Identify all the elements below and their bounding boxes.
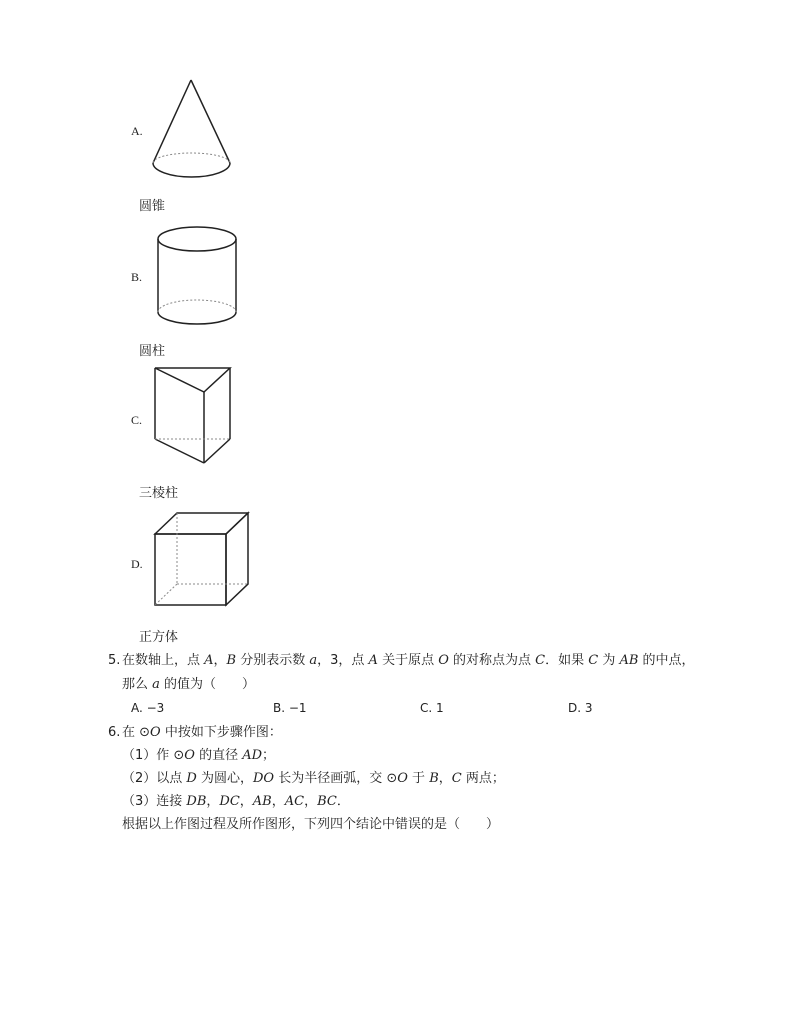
math-variable: O <box>150 725 161 740</box>
text-segment: ， <box>213 653 227 668</box>
option-c-caption: 三棱柱 <box>139 486 179 501</box>
text-segment: 在 ⊙ <box>122 725 151 740</box>
option-c-letter: C. <box>131 413 143 427</box>
text-segment: 长为半径画弧，交 ⊙ <box>274 771 398 786</box>
q5-choice-a: A. −3 <box>131 701 165 715</box>
text-segment: ； <box>262 748 276 763</box>
text-segment: 为 <box>598 653 620 668</box>
text-segment: ． <box>336 794 350 809</box>
math-variable: D <box>186 771 197 786</box>
math-variable: A <box>204 653 214 668</box>
text-segment: 在数轴上，点 <box>122 653 205 668</box>
text-segment: 两点； <box>461 771 505 786</box>
math-variable: C <box>588 653 599 668</box>
text-segment: 为圆心， <box>196 771 253 786</box>
math-variable: C <box>535 653 546 668</box>
math-variable: O <box>184 748 195 763</box>
q6-line1 <box>122 723 282 743</box>
q5-choice-d: D. 3 <box>568 701 593 715</box>
q5-number: 5. <box>108 653 121 668</box>
text-segment: 的中点， <box>638 653 695 668</box>
math-variable: AB <box>252 794 272 809</box>
q6-step1 <box>122 746 275 766</box>
cube-icon <box>153 511 251 609</box>
math-variable: DB <box>186 794 207 809</box>
option-d-caption: 正方体 <box>139 630 179 645</box>
math-variable: DO <box>252 771 275 786</box>
text-segment: 那么 <box>122 677 153 692</box>
text-segment: 关于原点 <box>377 653 439 668</box>
option-b-caption: 圆柱 <box>139 344 166 359</box>
q5-choice-c: C. 1 <box>420 701 444 715</box>
math-variable: AD <box>242 748 263 763</box>
math-variable: a <box>152 677 160 692</box>
math-variable: O <box>397 771 408 786</box>
option-b-letter: B. <box>131 270 143 284</box>
cone-icon <box>150 78 234 182</box>
text-segment: 的值为（ ） <box>159 677 256 692</box>
text-segment: 的对称点为点 <box>448 653 536 668</box>
text-segment: ， <box>438 771 452 786</box>
option-d-letter: D. <box>131 557 143 571</box>
text-segment: ，3，点 <box>317 653 369 668</box>
math-variable: O <box>438 653 449 668</box>
math-variable: BC <box>317 794 337 809</box>
text-segment: 于 <box>407 771 430 786</box>
text-segment: （1）作 ⊙ <box>122 748 185 763</box>
math-variable: AB <box>619 653 639 668</box>
text-segment: ， <box>271 794 285 809</box>
text-segment: ， <box>239 794 253 809</box>
text-segment: （2）以点 <box>122 771 187 786</box>
cylinder-icon <box>156 226 240 328</box>
math-variable: C <box>451 771 462 786</box>
q5-line1 <box>122 651 695 671</box>
text-segment: ．如果 <box>545 653 589 668</box>
math-variable: DC <box>219 794 240 809</box>
q5-choice-b: B. −1 <box>273 701 307 715</box>
text-segment: ， <box>206 794 220 809</box>
q6-step2 <box>122 769 505 789</box>
math-variable: a <box>309 653 318 668</box>
q6-step3 <box>122 792 350 812</box>
math-variable: AC <box>284 794 305 809</box>
option-a-letter: A. <box>131 124 143 138</box>
math-variable: B <box>429 771 439 786</box>
q5-line2 <box>122 675 255 695</box>
triangular-prism-icon <box>153 366 233 468</box>
text-segment: ， <box>304 794 318 809</box>
option-a-caption: 圆锥 <box>139 199 166 214</box>
math-variable: A <box>368 653 378 668</box>
text-segment: （3）连接 <box>122 794 187 809</box>
text-segment: 分别表示数 <box>236 653 310 668</box>
q6-number: 6. <box>108 725 121 740</box>
text-segment: 的直径 <box>194 748 243 763</box>
math-variable: B <box>226 653 237 668</box>
q6-conclusion: 根据以上作图过程及所作图形，下列四个结论中错误的是（ ） <box>122 817 500 832</box>
text-segment: 中按如下步骤作图： <box>160 725 282 740</box>
